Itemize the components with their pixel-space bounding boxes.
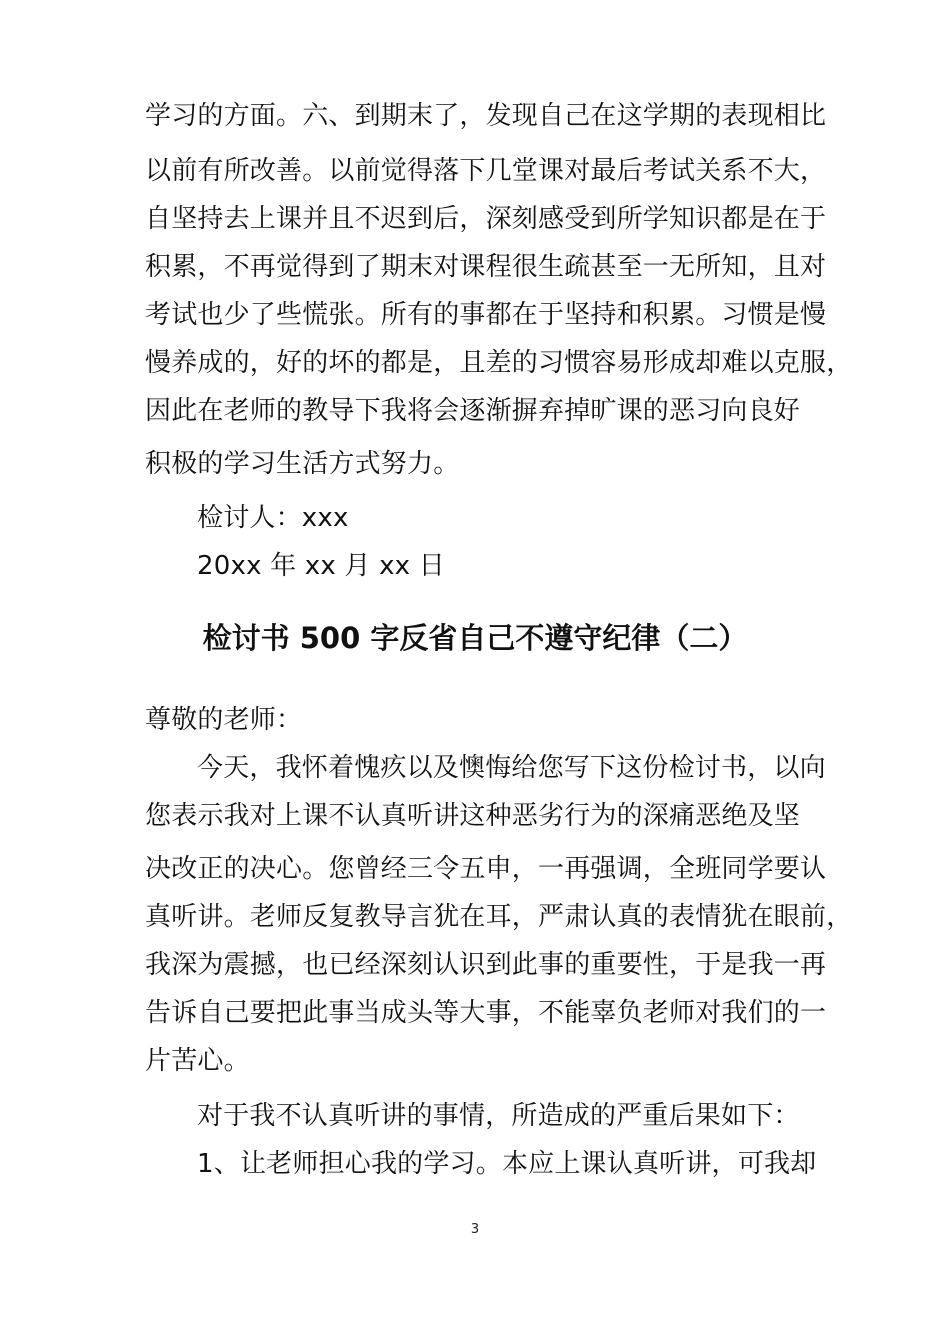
paragraph-1-line-3: 自坚持去上课并且不迟到后，深刻感受到所学知识都是在于: [145, 204, 827, 234]
date-line: 20xx 年 xx 月 xx 日: [197, 551, 445, 581]
paragraph-2-line-2: 您表示我对上课不认真听讲这种恶劣行为的深痛恶绝及坚: [145, 801, 801, 831]
paragraph-1-line-6: 慢养成的，好的坏的都是，且差的习惯容易形成却难以克服，: [145, 348, 853, 378]
paragraph-2-line-5: 我深为震撼，也已经深刻认识到此事的重要性，于是我一再: [145, 950, 827, 980]
page-number: 3: [470, 1222, 480, 1237]
paragraph-2-line-3: 决改正的决心。您曾经三令五申，一再强调，全班同学要认: [145, 854, 827, 884]
paragraph-2-line-6: 告诉自己要把此事当成头等大事，不能辜负老师对我们的一: [145, 998, 827, 1028]
paragraph-1-line-7: 因此在老师的教导下我将会逐渐摒弃掉旷课的恶习向良好: [145, 396, 801, 426]
paragraph-2-line-1: 今天，我怀着愧疚以及懊悔给您写下这份检讨书，以向: [197, 753, 826, 783]
paragraph-1-line-2: 以前有所改善。以前觉得落下几堂课对最后考试关系不大，: [145, 156, 827, 186]
paragraph-1-line-4: 积累，不再觉得到了期末对课程很生疏甚至一无所知，且对: [145, 252, 827, 282]
paragraph-2-line-7: 片苦心。: [145, 1046, 250, 1076]
salutation: 尊敬的老师：: [145, 705, 303, 735]
signature-line: 检讨人：xxx: [197, 503, 349, 533]
section-title: 检讨书 500 字反省自己不遵守纪律（二）: [202, 621, 748, 655]
paragraph-2-line-4: 真听讲。老师反复教导言犹在耳，严肃认真的表情犹在眼前，: [145, 902, 853, 932]
paragraph-1-line-8: 积极的学习生活方式努力。: [145, 449, 460, 479]
paragraph-1-line-1: 学习的方面。六、到期末了，发现自己在这学期的表现相比: [145, 101, 827, 131]
paragraph-1-line-5: 考试也少了些慌张。所有的事都在于坚持和积累。习惯是慢: [145, 300, 827, 330]
paragraph-3: 对于我不认真听讲的事情，所造成的严重后果如下：: [197, 1101, 800, 1131]
paragraph-4-line-1: 1、让老师担心我的学习。本应上课认真听讲，可我却: [197, 1149, 817, 1179]
